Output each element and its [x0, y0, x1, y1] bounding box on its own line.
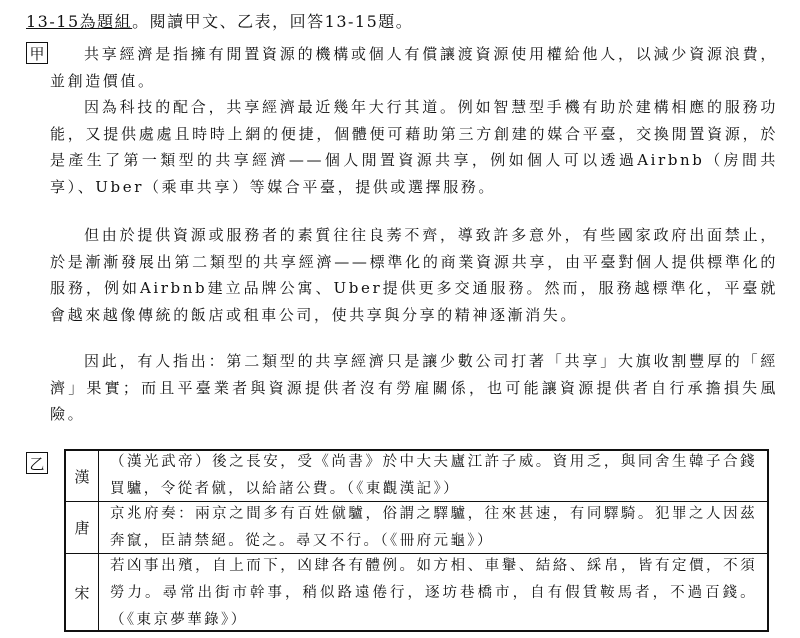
- text-a-paragraph-2: 因為科技的配合，共享經濟最近幾年大行其道。例如智慧型手機有助於建構相應的服務功能，又提供處處且時時上網的便捷，個體便可藉助第三方創建的媒合平臺，交換閒置資源，於是產生了第一類型的共享經濟——個人閒置資源共享，例如個人可以透過Airbnb（房間共享）、Uber（乘車共享）等媒合平臺，提供或選擇服務。: [50, 98, 778, 196]
- table-row: [66, 554, 767, 630]
- dynasty-cell: 宋: [66, 554, 99, 630]
- dynasty-cell: 漢: [66, 451, 99, 501]
- question-instruction: 。閱讀甲文、乙表，回答13-15題。: [132, 12, 414, 31]
- question-group-range: 13-15為題組: [26, 12, 133, 31]
- table-b: [64, 449, 769, 632]
- source-text-cell: （漢光武帝）後之長安，受《尚書》於中大夫廬江許子威。資用乏，與同舍生韓子合錢買驢，令從者僦，以給諸公費。（《東觀漢記》）: [110, 454, 757, 497]
- text-a-label: 甲: [26, 42, 48, 64]
- text-a-paragraph-4: 因此，有人指出：第二類型的共享經濟只是讓少數公司打著「共享」大旗收割豐厚的「經濟」果實；而且平臺業者與資源提供者沒有勞雇關係，也可能讓資源提供者自行承擔損失風險。: [50, 352, 778, 424]
- text-a-paragraph-1: 共享經濟是指擁有閒置資源的機構或個人有償讓渡資源使用權給他人，以減少資源浪費，並創造價值。: [50, 45, 778, 90]
- table-row: [66, 502, 767, 554]
- source-text-cell: 若凶事出殯，自上而下，凶肆各有體例。如方相、車轝、結絡、綵帛，皆有定價，不須勞力。尋常出街市幹事，稍似路遠倦行，逐坊巷橋市，自有假賃鞍馬者，不過百錢。（《東京夢華錄》）: [110, 558, 757, 628]
- source-text-cell: 京兆府奏：兩京之間多有百姓僦驢，俗謂之驛驢，往來甚速，有同驛騎。犯罪之人因茲奔竄，臣請禁絕。從之。尋又不行。（《冊府元龜》）: [110, 506, 757, 549]
- dynasty-cell: 唐: [66, 502, 99, 553]
- text-a-paragraph-3: 但由於提供資源或服務者的素質往往良莠不齊，導致許多意外，有些國家政府出面禁止，於是漸漸發展出第二類型的共享經濟——標準化的商業資源共享，由平臺對個人提供標準化的服務，例如Airbnb建立品牌公寓、Uber提供更多交通服務。然而，服務越標準化，平臺就會越來越像傳統的飯店或租車公司，使共享與分享的精神逐漸消失。: [50, 226, 778, 324]
- question-group-heading: [26, 9, 413, 32]
- table-b-label: 乙: [26, 452, 48, 474]
- table-row: [66, 451, 767, 502]
